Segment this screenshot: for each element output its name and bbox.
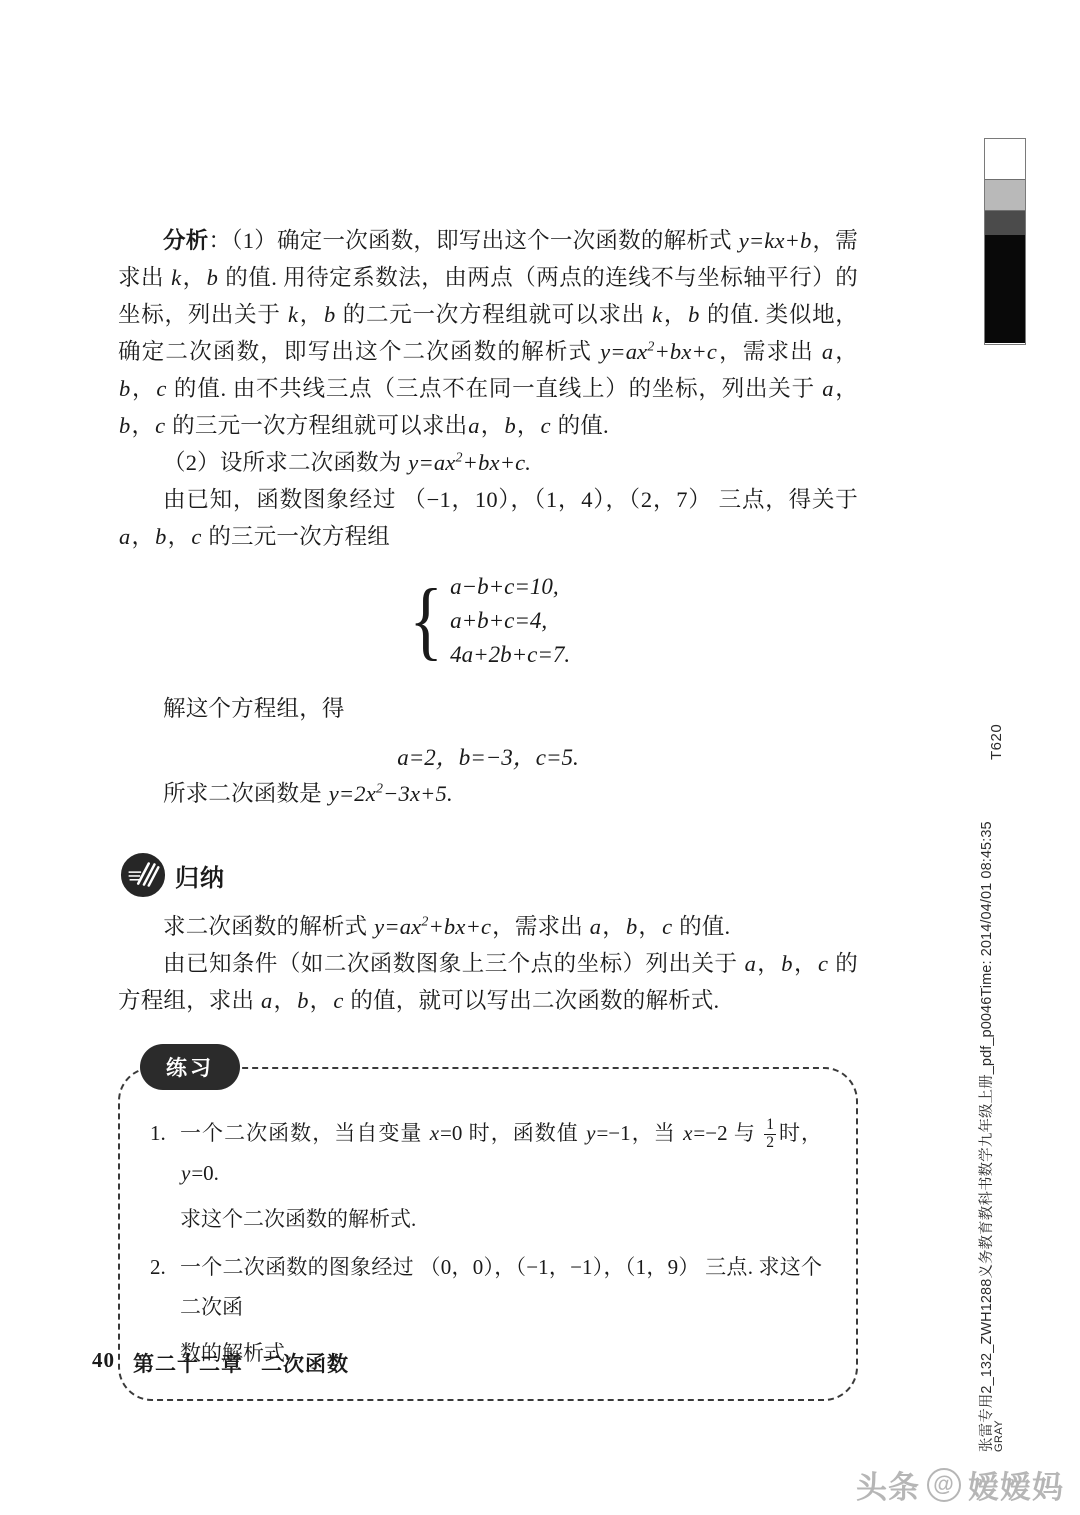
exercise-number-1: 1. bbox=[150, 1121, 166, 1145]
result-prefix: 所求二次函数是 bbox=[163, 781, 328, 806]
fraction-numerator: 1 bbox=[766, 1116, 774, 1134]
given-points: （−1，10），（1，4），（2，7） bbox=[403, 487, 712, 512]
summary-title: 归纳 bbox=[175, 864, 225, 892]
formula-y-ax2-bx-c: $y=ax^2+bx+c$ bbox=[600, 339, 718, 364]
summary-l1-prefix: 求二次函数的解析式 bbox=[163, 914, 374, 939]
analysis-p2-prefix: （2）设所求二次函数为 bbox=[163, 450, 408, 475]
equation-line-1: a−b+c=10, bbox=[450, 574, 559, 599]
analysis-paragraph-3 bbox=[118, 481, 858, 555]
plate-code-label: T620 bbox=[988, 723, 1005, 760]
fraction-denominator: 2 bbox=[766, 1133, 774, 1151]
formula-y-kx-b: y=kx+b bbox=[738, 228, 812, 253]
analysis-paragraph-2 bbox=[118, 444, 858, 481]
equation-lines bbox=[449, 573, 571, 668]
exercise-item-1 bbox=[150, 1113, 822, 1193]
analysis-p3-prefix: 由已知，函数图象经过 bbox=[163, 487, 403, 512]
color-mode-label: GRAY bbox=[993, 1420, 1005, 1452]
analysis-paragraph-1 bbox=[118, 222, 858, 444]
calib-segment-dark bbox=[985, 211, 1025, 235]
exercise-item-2 bbox=[150, 1247, 822, 1327]
calib-segment-black bbox=[985, 235, 1025, 343]
page-number: 40 bbox=[92, 1348, 115, 1372]
result-line bbox=[118, 775, 858, 812]
summary-line-2: 由已知条件（如二次函数图象上三个点的坐标）列出关于 a，b，c 的方程组，求出 a，b，c 的值，就可以写出二次函数的解析式. bbox=[118, 951, 859, 1013]
summary-header bbox=[120, 852, 858, 898]
watermark-handle: 嫒嫒妈 bbox=[968, 1470, 1064, 1505]
equation-brace-wrapper bbox=[405, 573, 571, 668]
exercise-text-2: 一个二次函数的图象经过 （0，0），（−1，−1），（1，9） 三点. 求这个二次函 bbox=[180, 1255, 822, 1319]
summary-formula: $y=ax^2+bx+c$ bbox=[374, 914, 492, 939]
spacer bbox=[118, 668, 858, 690]
watermark bbox=[856, 1462, 1064, 1507]
calib-segment-light bbox=[985, 179, 1025, 211]
chapter-label: 第二十二章 bbox=[133, 1353, 243, 1376]
exercise-text-1: 一个二次函数，当自变量 x=0 时，函数值 y=−1，当 x=−2 与 $\frac{1}{2}$ 时，y=0. bbox=[180, 1116, 823, 1185]
summary-body bbox=[118, 908, 858, 1019]
equation-line-3: 4a+2b+c=7. bbox=[450, 642, 571, 667]
analysis-p1-mid: ，需求出 k，b 的值. 用待定系数法，由两点（两点的连线不与坐标轴平行）的坐标，列出关于 k，b 的二元一次方程组就可以求出 k，b 的值. 类似地，确定二次函数，即写出这个二次函数的解析式 bbox=[118, 228, 859, 364]
solution-values: a=2，b=−3，c=5. bbox=[397, 745, 579, 770]
fraction-one-half bbox=[764, 1117, 776, 1151]
section-label: 二次函数 bbox=[261, 1353, 349, 1376]
solve-instruction: 解这个方程组，得 bbox=[163, 696, 345, 721]
scan-metadata-line: 张雷专用2_132_ZWH1288义务教育教科书数学九年级上册_pdf_p0046Time: 2014/04/01 08:45:35 bbox=[979, 821, 995, 1452]
guina-badge-icon bbox=[120, 852, 166, 898]
page-content bbox=[118, 222, 858, 1401]
analysis-label: 分析 bbox=[163, 228, 209, 253]
exercise-subline-1: 求这个二次函数的解析式. bbox=[180, 1207, 417, 1231]
watermark-brand: 头条 bbox=[856, 1470, 920, 1505]
formula-quadratic-general: $y=ax^2+bx+c$. bbox=[408, 450, 532, 475]
analysis-p1-prefix: ：（1）确定一次函数，即写出这个一次函数的解析式 bbox=[208, 228, 738, 253]
analysis-p1-end: ，需求出 a，b，c 的值. 由不共线三点（三点不在同一直线上）的坐标，列出关于 a，b，c 的三元一次方程组就可以求出a，b，c 的值. bbox=[119, 339, 859, 438]
summary-l1-suffix: ，需求出 a，b，c 的值. bbox=[492, 914, 731, 939]
exercise-subline-2: 数的解析式. bbox=[180, 1341, 291, 1365]
calib-segment-white bbox=[985, 139, 1025, 179]
summary-block bbox=[118, 852, 858, 1019]
equation-line-2: a+b+c=4, bbox=[450, 608, 548, 633]
analysis-p3-suffix: 三点，得关于 a，b，c 的三元一次方程组 bbox=[119, 487, 858, 549]
page-footer bbox=[92, 1348, 349, 1378]
left-brace-icon: { bbox=[409, 571, 443, 669]
grayscale-calibration-strip bbox=[984, 138, 1026, 345]
exercise-number-2: 2. bbox=[150, 1255, 166, 1279]
exercise-tab-label: 练习 bbox=[142, 1046, 238, 1088]
summary-line-1 bbox=[118, 908, 858, 945]
equation-system bbox=[118, 573, 858, 668]
result-formula: $y=2x^2-3x+5$. bbox=[328, 781, 453, 806]
at-symbol-icon: @ bbox=[927, 1468, 961, 1502]
